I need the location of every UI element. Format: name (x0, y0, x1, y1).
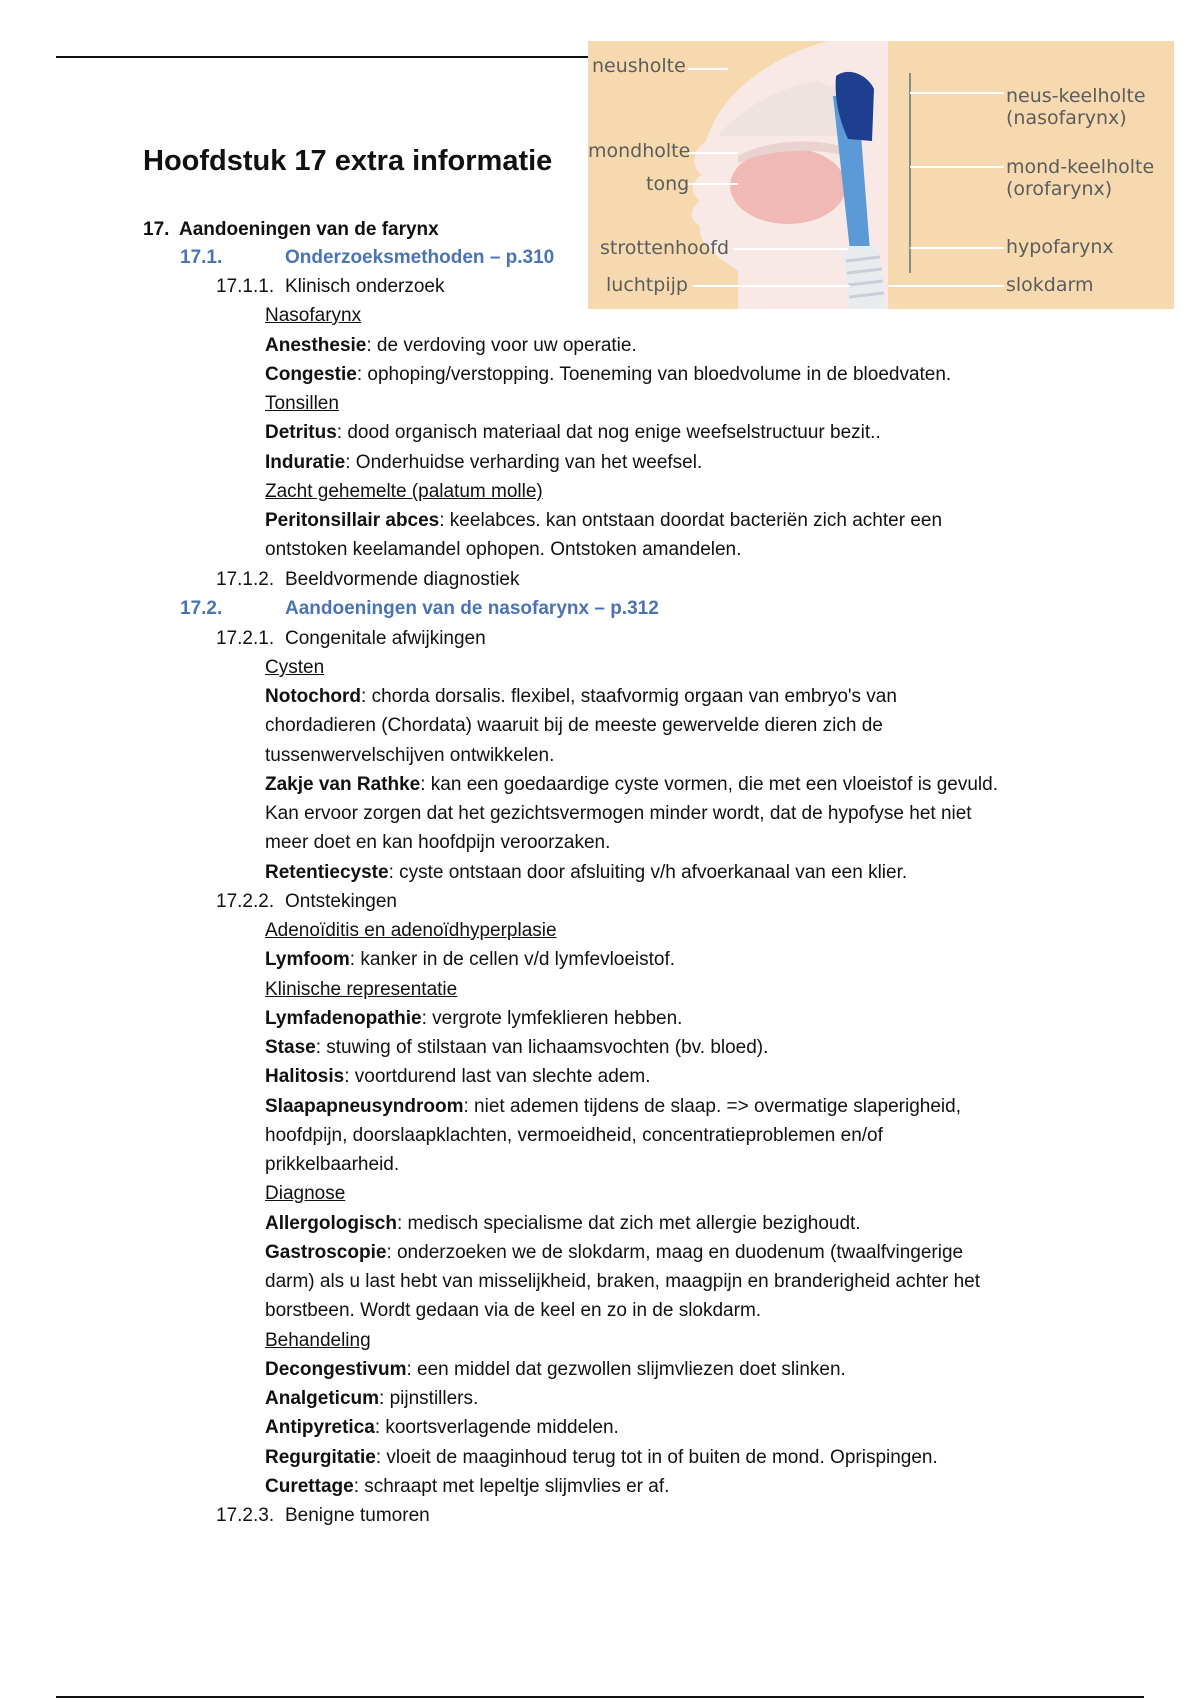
heading-17-1 (180, 246, 554, 270)
label-tong: tong (646, 173, 690, 195)
heading-number: 17.2.2. (216, 891, 275, 912)
heading-17-2-2 (216, 890, 397, 914)
term-detritus: Detritus: dood organisch materiaal dat nog enige weefselstructuur bezit.. (265, 422, 881, 443)
heading-17-2-1 (216, 627, 486, 651)
heading-17 (143, 218, 439, 242)
term-peritonsillair-abces-cont: ontstoken keelamandel ophopen. Ontstoken amandelen. (265, 539, 742, 560)
term-zakje-van-rathke-cont: meer doet en kan hoofdpijn veroorzaken. (265, 832, 611, 853)
term-analgeticum: Analgeticum: pijnstillers. (265, 1388, 479, 1409)
heading-number: 17.1. (180, 247, 223, 268)
subheading-nasofarynx: Nasofarynx (265, 305, 362, 326)
heading-17-2-3 (216, 1504, 430, 1528)
term-zakje-van-rathke-cont: Kan ervoor zorgen dat het gezichtsvermogen minder wordt, dat de hypofyse het niet (265, 803, 972, 824)
term-lymfoom: Lymfoom: kanker in de cellen v/d lymfevloeistof. (265, 949, 676, 970)
subheading-zacht-gehemelte: Zacht gehemelte (palatum molle) (265, 481, 543, 502)
term-halitosis: Halitosis: voortdurend last van slechte adem. (265, 1066, 651, 1087)
label-nasofarynx: neus-keelholte (nasofarynx) (1006, 85, 1146, 129)
page-title: Hoofdstuk 17 extra informatie (143, 145, 553, 177)
heading-number: 17.2.1. (216, 628, 275, 649)
heading-title: Aandoeningen van de farynx (179, 219, 439, 240)
heading-17-1-2 (216, 568, 520, 592)
subheading-tonsillen: Tonsillen (265, 393, 339, 414)
label-luchtpijp: luchtpijp (606, 274, 688, 296)
heading-title: Aandoeningen van de nasofarynx – p.312 (285, 598, 659, 619)
term-allergologisch: Allergologisch: medisch specialisme dat zich met allergie bezighoudt. (265, 1213, 861, 1234)
label-mondholte: mondholte (588, 140, 691, 162)
label-neusholte: neusholte (592, 55, 686, 77)
term-slaapapneusyndroom: Slaapapneusyndroom: niet ademen tijdens de slaap. => overmatige slaperigheid, (265, 1096, 961, 1117)
heading-17-1-1 (216, 275, 444, 299)
label-strottenhoofd: strottenhoofd (600, 237, 730, 259)
heading-number: 17. (143, 219, 170, 240)
heading-title: Beeldvormende diagnostiek (285, 569, 520, 590)
term-curettage: Curettage: schraapt met lepeltje slijmvlies er af. (265, 1476, 670, 1497)
subheading-cysten: Cysten (265, 657, 325, 678)
term-decongestivum: Decongestivum: een middel dat gezwollen slijmvliezen doet slinken. (265, 1359, 846, 1380)
term-gastroscopie: Gastroscopie: onderzoeken we de slokdarm, maag en duodenum (twaalfvingerige (265, 1242, 964, 1263)
term-gastroscopie-cont: darm) als u last hebt van misselijkheid, braken, maagpijn en branderigheid achter het (265, 1271, 981, 1292)
subheading-klinische-representatie: Klinische representatie (265, 979, 458, 1000)
label-orofarynx: mond-keelholte (orofarynx) (1006, 156, 1155, 200)
term-anesthesie: Anesthesie: de verdoving voor uw operatie. (265, 335, 637, 356)
label-slokdarm: slokdarm (1006, 274, 1094, 296)
top-rule (56, 56, 588, 58)
subheading-behandeling: Behandeling (265, 1330, 371, 1351)
heading-17-2 (180, 597, 659, 621)
term-zakje-van-rathke: Zakje van Rathke: kan een goedaardige cyste vormen, die met een vloeistof is gevuld. (265, 774, 998, 795)
term-notochord-cont: chordadieren (Chordata) waaruit bij de meeste gewervelde dieren zich de (265, 715, 883, 736)
subheading-adenoiditis: Adenoïditis en adenoïdhyperplasie (265, 920, 557, 941)
heading-title: Congenitale afwijkingen (285, 628, 486, 649)
heading-number: 17.1.1. (216, 276, 275, 297)
term-retentiecyste: Retentiecyste: cyste ontstaan door afsluiting v/h afvoerkanaal van een klier. (265, 862, 908, 883)
bottom-rule (56, 1696, 1144, 1698)
tongue-shape (730, 148, 846, 224)
term-congestie: Congestie: ophoping/verstopping. Toeneming van bloedvolume in de bloedvaten. (265, 364, 952, 385)
term-regurgitatie: Regurgitatie: vloeit de maaginhoud terug tot in of buiten de mond. Oprispingen. (265, 1447, 938, 1468)
term-lymfadenopathie: Lymfadenopathie: vergrote lymfeklieren hebben. (265, 1008, 683, 1029)
heading-title: Klinisch onderzoek (285, 276, 445, 297)
term-peritonsillair-abces: Peritonsillair abces: keelabces. kan ontstaan doordat bacteriën zich achter een (265, 510, 943, 531)
term-notochord: Notochord: chorda dorsalis. flexibel, staafvormig orgaan van embryo's van (265, 686, 897, 707)
term-gastroscopie-cont: borstbeen. Wordt gedaan via de keel en zo in de slokdarm. (265, 1300, 762, 1321)
subheading-diagnose: Diagnose (265, 1183, 346, 1204)
term-antipyretica: Antipyretica: koortsverlagende middelen. (265, 1417, 619, 1438)
heading-number: 17.1.2. (216, 569, 275, 590)
term-slaapapneusyndroom-cont: hoofdpijn, doorslaapklachten, vermoeidheid, concentratieproblemen en/of (265, 1125, 883, 1146)
heading-title: Ontstekingen (285, 891, 397, 912)
label-hypofarynx: hypofarynx (1006, 236, 1114, 258)
heading-title: Onderzoeksmethoden – p.310 (285, 247, 555, 268)
term-notochord-cont: tussenwervelschijven ontwikkelen. (265, 745, 555, 766)
heading-title: Benigne tumoren (285, 1505, 430, 1526)
term-stase: Stase: stuwing of stilstaan van lichaamsvochten (bv. bloed). (265, 1037, 769, 1058)
heading-number: 17.2.3. (216, 1505, 275, 1526)
term-slaapapneusyndroom-cont: prikkelbaarheid. (265, 1154, 400, 1175)
pharynx-anatomy-figure (588, 41, 1174, 309)
heading-number: 17.2. (180, 598, 223, 619)
term-induratie: Induratie: Onderhuidse verharding van het weefsel. (265, 452, 703, 473)
